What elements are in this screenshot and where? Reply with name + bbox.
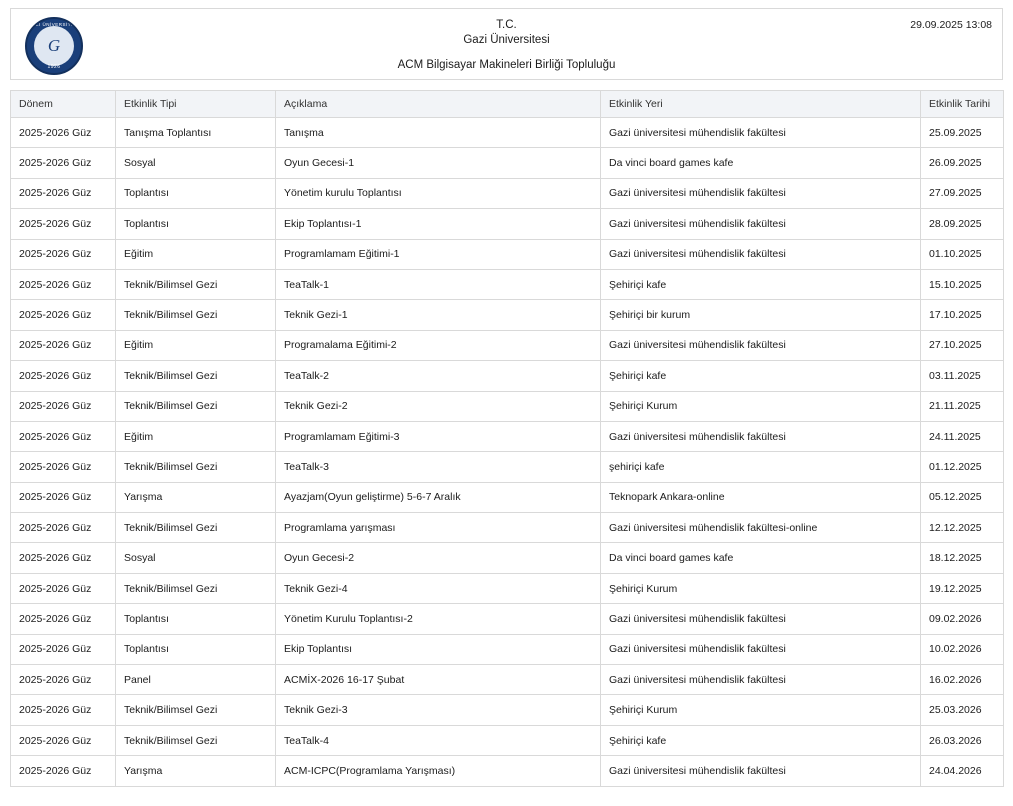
cell-etkinlik-yeri: şehiriçi kafe: [601, 452, 921, 482]
cell-etkinlik-yeri: Gazi üniversitesi mühendislik fakültesi: [601, 239, 921, 269]
cell-donem: 2025-2026 Güz: [11, 482, 116, 512]
cell-aciklama: TeaTalk-3: [276, 452, 601, 482]
logo-top-text: GAZİ ÜNİVERSİTESİ: [28, 22, 80, 27]
cell-etkinlik-tarihi: 27.10.2025: [921, 330, 1004, 360]
table-row: [11, 634, 1004, 664]
cell-etkinlik-yeri: Gazi üniversitesi mühendislik fakültesi: [601, 178, 921, 208]
cell-etkinlik-yeri: Da vinci board games kafe: [601, 543, 921, 573]
table-row: [11, 118, 1004, 148]
table-row: [11, 178, 1004, 208]
cell-etkinlik-tarihi: 17.10.2025: [921, 300, 1004, 330]
cell-etkinlik-tipi: Eğitim: [116, 239, 276, 269]
cell-aciklama: Programlamam Eğitimi-1: [276, 239, 601, 269]
column-header-etkinlik-tipi: Etkinlik Tipi: [116, 91, 276, 118]
cell-aciklama: Teknik Gezi-4: [276, 573, 601, 603]
cell-donem: 2025-2026 Güz: [11, 269, 116, 299]
table-header-row: [11, 91, 1004, 118]
cell-etkinlik-yeri: Şehiriçi Kurum: [601, 391, 921, 421]
cell-aciklama: Teknik Gezi-3: [276, 695, 601, 725]
cell-etkinlik-tarihi: 09.02.2026: [921, 604, 1004, 634]
cell-etkinlik-tipi: Panel: [116, 665, 276, 695]
header-line-university: Gazi Üniversitesi: [463, 33, 550, 46]
cell-etkinlik-tipi: Teknik/Bilimsel Gezi: [116, 695, 276, 725]
cell-etkinlik-tipi: Teknik/Bilimsel Gezi: [116, 361, 276, 391]
cell-aciklama: Oyun Gecesi-1: [276, 148, 601, 178]
cell-etkinlik-yeri: Gazi üniversitesi mühendislik fakültesi: [601, 604, 921, 634]
logo-seal-icon: [25, 17, 83, 75]
cell-etkinlik-yeri: Gazi üniversitesi mühendislik fakültesi: [601, 634, 921, 664]
column-header-etkinlik-yeri: Etkinlik Yeri: [601, 91, 921, 118]
cell-etkinlik-yeri: Şehiriçi kafe: [601, 725, 921, 755]
cell-aciklama: ACM-ICPC(Programlama Yarışması): [276, 756, 601, 786]
table-row: [11, 482, 1004, 512]
table-row: [11, 452, 1004, 482]
cell-etkinlik-tarihi: 24.04.2026: [921, 756, 1004, 786]
cell-etkinlik-tarihi: 03.11.2025: [921, 361, 1004, 391]
table-row: [11, 269, 1004, 299]
table-row: [11, 756, 1004, 786]
cell-etkinlik-yeri: Da vinci board games kafe: [601, 148, 921, 178]
cell-etkinlik-tipi: Toplantısı: [116, 178, 276, 208]
cell-etkinlik-tipi: Teknik/Bilimsel Gezi: [116, 573, 276, 603]
cell-etkinlik-yeri: Gazi üniversitesi mühendislik fakültesi: [601, 756, 921, 786]
cell-donem: 2025-2026 Güz: [11, 118, 116, 148]
cell-donem: 2025-2026 Güz: [11, 665, 116, 695]
table-row: [11, 695, 1004, 725]
document-header: [10, 8, 1003, 80]
cell-donem: 2025-2026 Güz: [11, 604, 116, 634]
cell-etkinlik-tarihi: 16.02.2026: [921, 665, 1004, 695]
header-line-tc: T.C.: [496, 18, 517, 31]
column-header-donem: Dönem: [11, 91, 116, 118]
cell-donem: 2025-2026 Güz: [11, 634, 116, 664]
cell-donem: 2025-2026 Güz: [11, 543, 116, 573]
cell-etkinlik-tarihi: 18.12.2025: [921, 543, 1004, 573]
cell-donem: 2025-2026 Güz: [11, 421, 116, 451]
cell-donem: 2025-2026 Güz: [11, 573, 116, 603]
cell-aciklama: TeaTalk-2: [276, 361, 601, 391]
cell-etkinlik-yeri: Şehiriçi kafe: [601, 361, 921, 391]
cell-etkinlik-yeri: Şehiriçi Kurum: [601, 695, 921, 725]
cell-etkinlik-tarihi: 27.09.2025: [921, 178, 1004, 208]
cell-donem: 2025-2026 Güz: [11, 695, 116, 725]
cell-etkinlik-yeri: Gazi üniversitesi mühendislik fakültesi: [601, 421, 921, 451]
cell-etkinlik-tarihi: 28.09.2025: [921, 209, 1004, 239]
table-row: [11, 543, 1004, 573]
table-row: [11, 330, 1004, 360]
cell-donem: 2025-2026 Güz: [11, 178, 116, 208]
column-header-etkinlik-tarihi: Etkinlik Tarihi: [921, 91, 1004, 118]
cell-aciklama: Tanışma: [276, 118, 601, 148]
cell-etkinlik-tarihi: 25.09.2025: [921, 118, 1004, 148]
cell-aciklama: Yönetim Kurulu Toplantısı-2: [276, 604, 601, 634]
cell-etkinlik-tarihi: 12.12.2025: [921, 513, 1004, 543]
cell-etkinlik-tarihi: 26.09.2025: [921, 148, 1004, 178]
cell-aciklama: Ayazjam(Oyun geliştirme) 5-6-7 Aralık: [276, 482, 601, 512]
cell-donem: 2025-2026 Güz: [11, 209, 116, 239]
table-row: [11, 513, 1004, 543]
cell-donem: 2025-2026 Güz: [11, 756, 116, 786]
table-row: [11, 239, 1004, 269]
table-row: [11, 148, 1004, 178]
table-row: [11, 361, 1004, 391]
events-table: [10, 90, 1004, 787]
cell-etkinlik-tarihi: 25.03.2026: [921, 695, 1004, 725]
cell-etkinlik-tipi: Sosyal: [116, 148, 276, 178]
cell-aciklama: TeaTalk-4: [276, 725, 601, 755]
cell-etkinlik-yeri: Gazi üniversitesi mühendislik fakültesi-online: [601, 513, 921, 543]
cell-donem: 2025-2026 Güz: [11, 239, 116, 269]
table-row: [11, 421, 1004, 451]
cell-etkinlik-yeri: Teknopark Ankara-online: [601, 482, 921, 512]
cell-etkinlik-yeri: Şehiriçi kafe: [601, 269, 921, 299]
cell-etkinlik-tarihi: 19.12.2025: [921, 573, 1004, 603]
cell-etkinlik-tarihi: 10.02.2026: [921, 634, 1004, 664]
cell-etkinlik-tarihi: 01.12.2025: [921, 452, 1004, 482]
cell-etkinlik-tipi: Toplantısı: [116, 209, 276, 239]
cell-etkinlik-tipi: Yarışma: [116, 482, 276, 512]
cell-etkinlik-tarihi: 21.11.2025: [921, 391, 1004, 421]
table-row: [11, 391, 1004, 421]
cell-donem: 2025-2026 Güz: [11, 148, 116, 178]
cell-donem: 2025-2026 Güz: [11, 513, 116, 543]
cell-aciklama: Ekip Toplantısı: [276, 634, 601, 664]
cell-donem: 2025-2026 Güz: [11, 725, 116, 755]
column-header-aciklama: Açıklama: [276, 91, 601, 118]
cell-etkinlik-tarihi: 01.10.2025: [921, 239, 1004, 269]
cell-etkinlik-yeri: Şehiriçi bir kurum: [601, 300, 921, 330]
cell-donem: 2025-2026 Güz: [11, 361, 116, 391]
logo-monogram: G: [34, 26, 74, 66]
cell-etkinlik-tipi: Teknik/Bilimsel Gezi: [116, 725, 276, 755]
cell-etkinlik-tipi: Tanışma Toplantısı: [116, 118, 276, 148]
cell-etkinlik-yeri: Gazi üniversitesi mühendislik fakültesi: [601, 665, 921, 695]
table-row: [11, 725, 1004, 755]
table-row: [11, 300, 1004, 330]
cell-etkinlik-yeri: Şehiriçi Kurum: [601, 573, 921, 603]
header-datetime: 29.09.2025 13:08: [910, 19, 992, 31]
cell-donem: 2025-2026 Güz: [11, 330, 116, 360]
header-titles: [11, 16, 1002, 73]
cell-aciklama: Yönetim kurulu Toplantısı: [276, 178, 601, 208]
cell-aciklama: Teknik Gezi-2: [276, 391, 601, 421]
cell-etkinlik-tipi: Teknik/Bilimsel Gezi: [116, 452, 276, 482]
cell-etkinlik-tipi: Eğitim: [116, 330, 276, 360]
cell-donem: 2025-2026 Güz: [11, 391, 116, 421]
cell-aciklama: Programalama Eğitimi-2: [276, 330, 601, 360]
events-table-body: [11, 118, 1004, 787]
table-row: [11, 604, 1004, 634]
cell-etkinlik-tipi: Teknik/Bilimsel Gezi: [116, 391, 276, 421]
cell-etkinlik-yeri: Gazi üniversitesi mühendislik fakültesi: [601, 330, 921, 360]
university-logo: [23, 15, 85, 77]
logo-bottom-text: 1926: [47, 64, 61, 70]
cell-etkinlik-tarihi: 15.10.2025: [921, 269, 1004, 299]
cell-aciklama: Ekip Toplantısı-1: [276, 209, 601, 239]
cell-aciklama: ACMİX-2026 16-17 Şubat: [276, 665, 601, 695]
cell-etkinlik-tipi: Sosyal: [116, 543, 276, 573]
cell-etkinlik-tipi: Eğitim: [116, 421, 276, 451]
cell-etkinlik-yeri: Gazi üniversitesi mühendislik fakültesi: [601, 118, 921, 148]
cell-etkinlik-tarihi: 05.12.2025: [921, 482, 1004, 512]
cell-etkinlik-tipi: Toplantısı: [116, 634, 276, 664]
header-line-club: ACM Bilgisayar Makineleri Birliği Topluluğu: [397, 58, 616, 71]
cell-aciklama: TeaTalk-1: [276, 269, 601, 299]
cell-etkinlik-tipi: Toplantısı: [116, 604, 276, 634]
cell-donem: 2025-2026 Güz: [11, 300, 116, 330]
cell-etkinlik-tipi: Teknik/Bilimsel Gezi: [116, 300, 276, 330]
cell-donem: 2025-2026 Güz: [11, 452, 116, 482]
cell-aciklama: Programlamam Eğitimi-3: [276, 421, 601, 451]
cell-etkinlik-tipi: Yarışma: [116, 756, 276, 786]
table-row: [11, 665, 1004, 695]
table-row: [11, 209, 1004, 239]
cell-etkinlik-tarihi: 24.11.2025: [921, 421, 1004, 451]
cell-aciklama: Teknik Gezi-1: [276, 300, 601, 330]
cell-etkinlik-tipi: Teknik/Bilimsel Gezi: [116, 269, 276, 299]
cell-etkinlik-tipi: Teknik/Bilimsel Gezi: [116, 513, 276, 543]
cell-etkinlik-yeri: Gazi üniversitesi mühendislik fakültesi: [601, 209, 921, 239]
cell-etkinlik-tarihi: 26.03.2026: [921, 725, 1004, 755]
cell-aciklama: Programlama yarışması: [276, 513, 601, 543]
table-row: [11, 573, 1004, 603]
cell-aciklama: Oyun Gecesi-2: [276, 543, 601, 573]
